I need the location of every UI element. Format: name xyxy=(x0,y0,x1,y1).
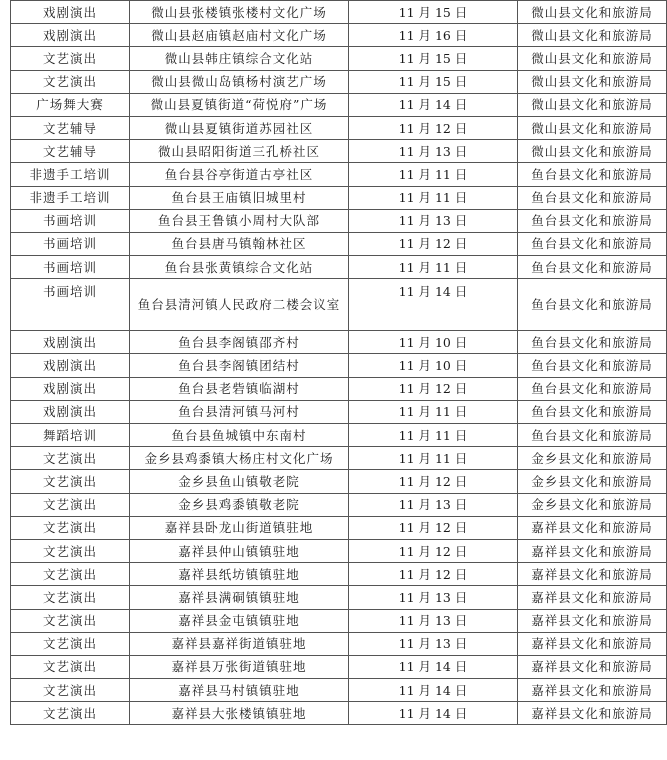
date-cell: 11 月 11 日 xyxy=(349,400,518,423)
venue-cell: 微山县赵庙镇赵庙村文化广场 xyxy=(130,24,349,47)
table-row xyxy=(11,1,667,24)
table-row xyxy=(11,209,667,232)
table-row xyxy=(11,470,667,493)
table-row xyxy=(11,163,667,186)
organizer-cell: 嘉祥县文化和旅游局 xyxy=(518,702,667,725)
event-type-cell: 文艺演出 xyxy=(11,586,130,609)
event-schedule-table xyxy=(10,0,667,725)
event-type-cell: 戏剧演出 xyxy=(11,24,130,47)
event-type-cell: 文艺演出 xyxy=(11,609,130,632)
date-cell: 11 月 13 日 xyxy=(349,609,518,632)
venue-cell: 嘉祥县万张街道镇驻地 xyxy=(130,655,349,678)
event-type-cell: 书画培训 xyxy=(11,256,130,279)
table-row xyxy=(11,140,667,163)
organizer-cell: 鱼台县文化和旅游局 xyxy=(518,279,667,331)
venue-cell: 鱼台县王庙镇旧城里村 xyxy=(130,186,349,209)
table-row xyxy=(11,93,667,116)
table-row xyxy=(11,679,667,702)
event-type-cell: 非遗手工培训 xyxy=(11,163,130,186)
organizer-cell: 鱼台县文化和旅游局 xyxy=(518,354,667,377)
organizer-cell: 鱼台县文化和旅游局 xyxy=(518,256,667,279)
organizer-cell: 金乡县文化和旅游局 xyxy=(518,493,667,516)
venue-cell: 嘉祥县嘉祥街道镇驻地 xyxy=(130,632,349,655)
date-cell: 11 月 13 日 xyxy=(349,209,518,232)
organizer-cell: 鱼台县文化和旅游局 xyxy=(518,400,667,423)
venue-cell: 金乡县鸡黍镇敬老院 xyxy=(130,493,349,516)
event-type-cell: 广场舞大赛 xyxy=(11,93,130,116)
venue-cell: 金乡县鸡黍镇大杨庄村文化广场 xyxy=(130,447,349,470)
organizer-cell: 嘉祥县文化和旅游局 xyxy=(518,609,667,632)
table-row xyxy=(11,447,667,470)
date-cell: 11 月 16 日 xyxy=(349,24,518,47)
date-cell: 11 月 12 日 xyxy=(349,116,518,139)
event-type-cell: 非遗手工培训 xyxy=(11,186,130,209)
date-cell: 11 月 12 日 xyxy=(349,539,518,562)
schedule-document xyxy=(10,0,653,725)
table-row xyxy=(11,632,667,655)
venue-cell: 嘉祥县大张楼镇镇驻地 xyxy=(130,702,349,725)
table-row xyxy=(11,424,667,447)
table-row xyxy=(11,256,667,279)
organizer-cell: 嘉祥县文化和旅游局 xyxy=(518,539,667,562)
table-row xyxy=(11,47,667,70)
date-cell: 11 月 15 日 xyxy=(349,47,518,70)
organizer-cell: 鱼台县文化和旅游局 xyxy=(518,377,667,400)
date-cell: 11 月 13 日 xyxy=(349,632,518,655)
date-cell: 11 月 15 日 xyxy=(349,70,518,93)
date-cell: 11 月 14 日 xyxy=(349,93,518,116)
date-cell: 11 月 14 日 xyxy=(349,702,518,725)
table-row xyxy=(11,232,667,255)
table-row xyxy=(11,609,667,632)
venue-cell: 嘉祥县仲山镇镇驻地 xyxy=(130,539,349,562)
event-type-cell: 书画培训 xyxy=(11,232,130,255)
table-row xyxy=(11,70,667,93)
date-cell: 11 月 14 日 xyxy=(349,679,518,702)
table-row xyxy=(11,186,667,209)
organizer-cell: 鱼台县文化和旅游局 xyxy=(518,232,667,255)
event-type-cell: 文艺演出 xyxy=(11,470,130,493)
venue-cell: 微山县韩庄镇综合文化站 xyxy=(130,47,349,70)
date-cell: 11 月 12 日 xyxy=(349,470,518,493)
table-row xyxy=(11,539,667,562)
event-type-cell: 文艺演出 xyxy=(11,493,130,516)
organizer-cell: 微山县文化和旅游局 xyxy=(518,93,667,116)
event-type-cell: 文艺演出 xyxy=(11,679,130,702)
date-cell: 11 月 10 日 xyxy=(349,331,518,354)
date-cell: 11 月 11 日 xyxy=(349,163,518,186)
venue-cell: 鱼台县谷亭街道古亭社区 xyxy=(130,163,349,186)
table-row xyxy=(11,493,667,516)
date-cell: 11 月 14 日 xyxy=(349,655,518,678)
event-type-cell: 文艺演出 xyxy=(11,516,130,539)
venue-cell: 嘉祥县卧龙山街道镇驻地 xyxy=(130,516,349,539)
event-type-cell: 文艺演出 xyxy=(11,70,130,93)
event-type-cell: 舞蹈培训 xyxy=(11,424,130,447)
event-type-cell: 文艺演出 xyxy=(11,563,130,586)
organizer-cell: 微山县文化和旅游局 xyxy=(518,70,667,93)
organizer-cell: 微山县文化和旅游局 xyxy=(518,140,667,163)
table-row xyxy=(11,279,667,331)
date-cell: 11 月 10 日 xyxy=(349,354,518,377)
organizer-cell: 金乡县文化和旅游局 xyxy=(518,447,667,470)
venue-cell: 微山县夏镇街道苏园社区 xyxy=(130,116,349,139)
table-row xyxy=(11,331,667,354)
venue-cell: 鱼台县唐马镇翰林社区 xyxy=(130,232,349,255)
date-cell: 11 月 12 日 xyxy=(349,563,518,586)
table-row xyxy=(11,377,667,400)
organizer-cell: 嘉祥县文化和旅游局 xyxy=(518,655,667,678)
date-cell: 11 月 11 日 xyxy=(349,186,518,209)
table-row xyxy=(11,586,667,609)
date-cell: 11 月 11 日 xyxy=(349,256,518,279)
venue-cell: 鱼台县李阁镇邵齐村 xyxy=(130,331,349,354)
venue-cell: 嘉祥县纸坊镇镇驻地 xyxy=(130,563,349,586)
table-body xyxy=(11,1,667,725)
venue-cell: 微山县昭阳街道三孔桥社区 xyxy=(130,140,349,163)
organizer-cell: 鱼台县文化和旅游局 xyxy=(518,209,667,232)
event-type-cell: 文艺演出 xyxy=(11,632,130,655)
venue-cell: 嘉祥县马村镇镇驻地 xyxy=(130,679,349,702)
event-type-cell: 文艺辅导 xyxy=(11,116,130,139)
organizer-cell: 微山县文化和旅游局 xyxy=(518,24,667,47)
event-type-cell: 文艺演出 xyxy=(11,702,130,725)
date-cell: 11 月 12 日 xyxy=(349,516,518,539)
event-type-cell: 文艺演出 xyxy=(11,655,130,678)
event-type-cell: 戏剧演出 xyxy=(11,331,130,354)
venue-cell: 嘉祥县满硐镇镇驻地 xyxy=(130,586,349,609)
event-type-cell: 文艺演出 xyxy=(11,447,130,470)
venue-cell: 微山县夏镇街道“荷悦府”广场 xyxy=(130,93,349,116)
organizer-cell: 微山县文化和旅游局 xyxy=(518,116,667,139)
organizer-cell: 嘉祥县文化和旅游局 xyxy=(518,586,667,609)
event-type-cell: 文艺演出 xyxy=(11,47,130,70)
venue-cell: 微山县张楼镇张楼村文化广场 xyxy=(130,1,349,24)
date-cell: 11 月 11 日 xyxy=(349,447,518,470)
organizer-cell: 嘉祥县文化和旅游局 xyxy=(518,563,667,586)
date-cell: 11 月 12 日 xyxy=(349,232,518,255)
venue-cell: 鱼台县李阁镇团结村 xyxy=(130,354,349,377)
table-row xyxy=(11,24,667,47)
organizer-cell: 嘉祥县文化和旅游局 xyxy=(518,632,667,655)
organizer-cell: 微山县文化和旅游局 xyxy=(518,47,667,70)
event-type-cell: 戏剧演出 xyxy=(11,400,130,423)
organizer-cell: 鱼台县文化和旅游局 xyxy=(518,424,667,447)
event-type-cell: 书画培训 xyxy=(11,279,130,331)
date-cell: 11 月 13 日 xyxy=(349,493,518,516)
venue-cell: 鱼台县清河镇人民政府二楼会议室 xyxy=(130,279,349,331)
date-cell: 11 月 12 日 xyxy=(349,377,518,400)
date-cell: 11 月 14 日 xyxy=(349,279,518,331)
venue-cell: 鱼台县清河镇马河村 xyxy=(130,400,349,423)
organizer-cell: 嘉祥县文化和旅游局 xyxy=(518,516,667,539)
date-cell: 11 月 11 日 xyxy=(349,424,518,447)
venue-cell: 鱼台县老砦镇临湖村 xyxy=(130,377,349,400)
venue-cell: 金乡县鱼山镇敬老院 xyxy=(130,470,349,493)
table-row xyxy=(11,655,667,678)
venue-cell: 鱼台县鱼城镇中东南村 xyxy=(130,424,349,447)
event-type-cell: 文艺辅导 xyxy=(11,140,130,163)
event-type-cell: 文艺演出 xyxy=(11,539,130,562)
organizer-cell: 嘉祥县文化和旅游局 xyxy=(518,679,667,702)
table-row xyxy=(11,516,667,539)
table-row xyxy=(11,400,667,423)
organizer-cell: 金乡县文化和旅游局 xyxy=(518,470,667,493)
organizer-cell: 鱼台县文化和旅游局 xyxy=(518,331,667,354)
table-row xyxy=(11,354,667,377)
date-cell: 11 月 13 日 xyxy=(349,140,518,163)
table-row xyxy=(11,116,667,139)
table-row xyxy=(11,702,667,725)
table-row xyxy=(11,563,667,586)
event-type-cell: 书画培训 xyxy=(11,209,130,232)
venue-cell: 嘉祥县金屯镇镇驻地 xyxy=(130,609,349,632)
date-cell: 11 月 15 日 xyxy=(349,1,518,24)
event-type-cell: 戏剧演出 xyxy=(11,377,130,400)
organizer-cell: 鱼台县文化和旅游局 xyxy=(518,163,667,186)
venue-cell: 鱼台县张黄镇综合文化站 xyxy=(130,256,349,279)
event-type-cell: 戏剧演出 xyxy=(11,1,130,24)
date-cell: 11 月 13 日 xyxy=(349,586,518,609)
organizer-cell: 鱼台县文化和旅游局 xyxy=(518,186,667,209)
venue-cell: 微山县微山岛镇杨村演艺广场 xyxy=(130,70,349,93)
organizer-cell: 微山县文化和旅游局 xyxy=(518,1,667,24)
event-type-cell: 戏剧演出 xyxy=(11,354,130,377)
venue-cell: 鱼台县王鲁镇小周村大队部 xyxy=(130,209,349,232)
